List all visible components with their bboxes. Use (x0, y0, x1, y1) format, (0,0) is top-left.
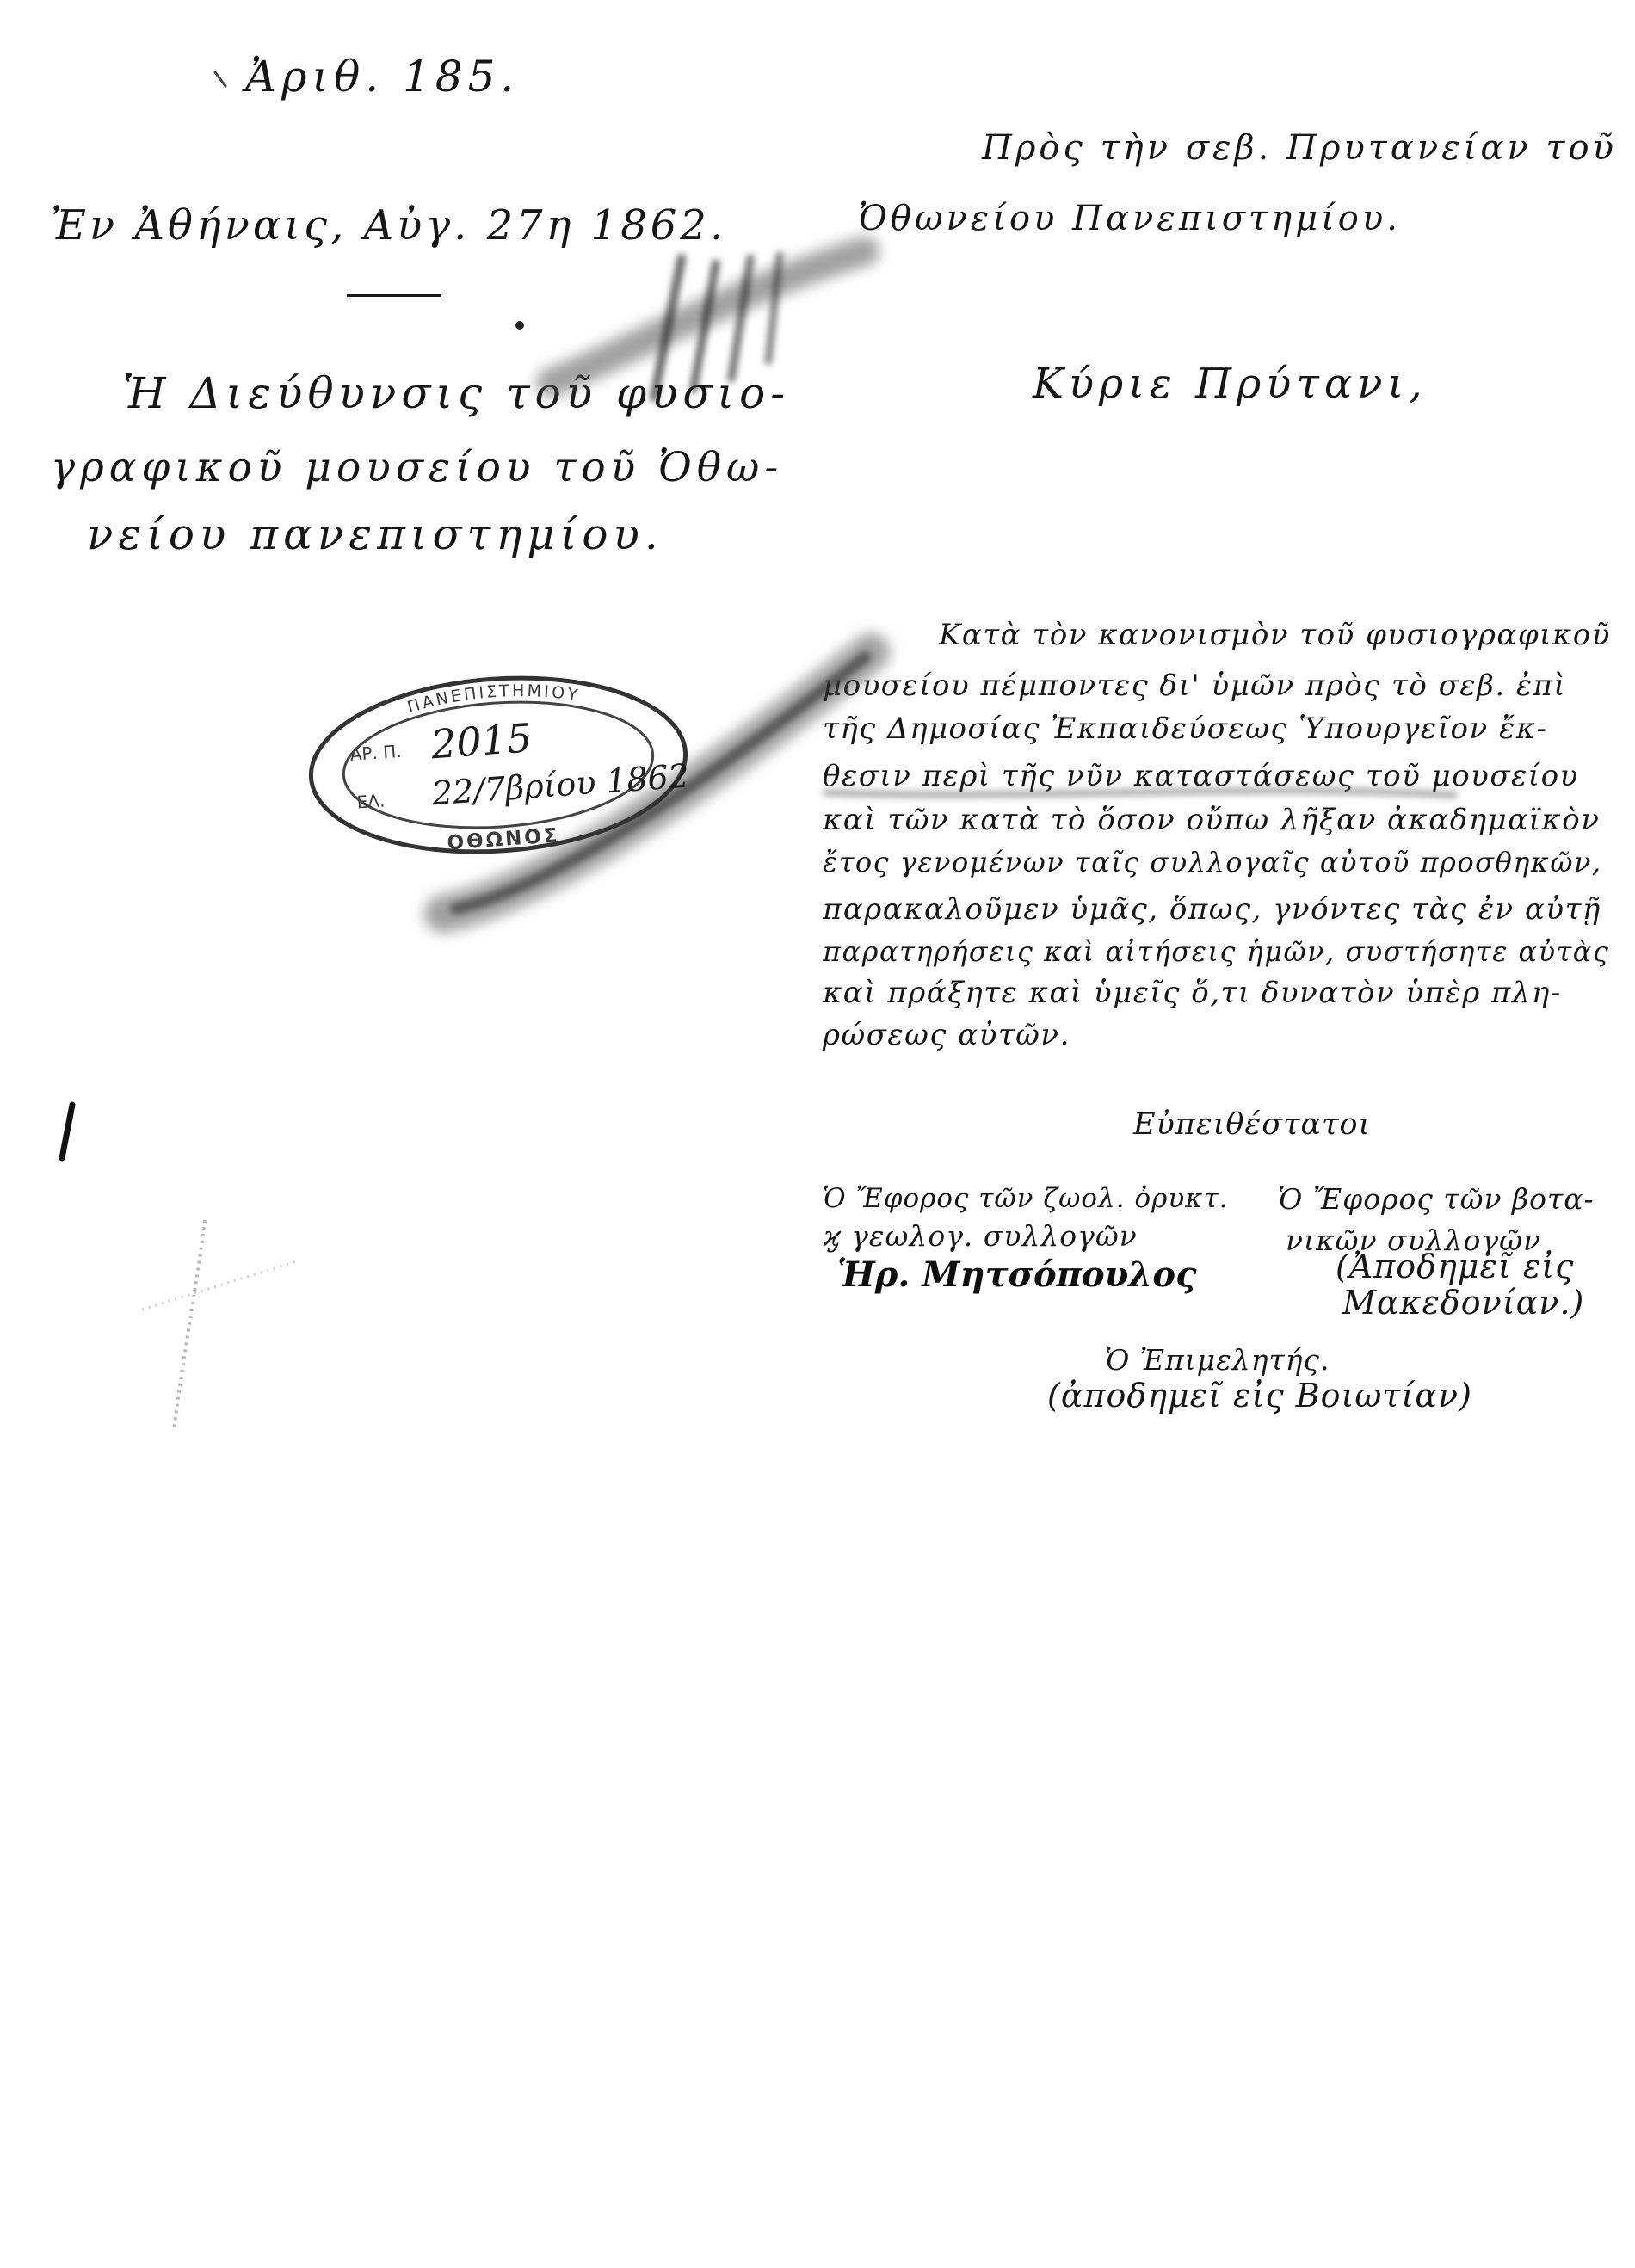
body-line-10: ρώσεως αὐτῶν. (823, 1018, 1070, 1052)
signatory-curator-note: (ἀποδημεῖ εἰς Βοιωτίαν) (1047, 1377, 1472, 1414)
body-line-5: καὶ τῶν κατὰ τὸ ὅσον οὔπω λῆξαν ἀκαδημαϊκὸν (823, 803, 1601, 837)
signatory-botany-title-1: Ὁ Ἔφορος τῶν βοτα- (1278, 1182, 1595, 1216)
signature-zoology: Ἡρ. Μητσόπουλος (837, 1254, 1197, 1295)
body-line-7: παρακαλοῦμεν ὑμᾶς, ὅπως, γνόντες τὰς ἐν αὐτῇ (823, 892, 1601, 927)
stamp-ring-path-text: ΠΑΝΕΠΙΣΤΗΜΙΟΥ (404, 681, 582, 718)
stamp-date-label: ΕΛ. (355, 790, 386, 813)
body-line-3: τῆς Δημοσίας Ἐκπαιδεύσεως Ὑπουργεῖον ἔκ- (823, 712, 1548, 746)
stamp-ring-text (404, 676, 583, 718)
body-line-6: ἔτος γενομένων ταῖς συλλογαῖς αὐτοῦ προσθηκῶν, (823, 846, 1602, 878)
tick-mark (215, 72, 225, 86)
body-line-1: Κατὰ τὸν κανονισμὸν τοῦ φυσιογραφικοῦ (939, 618, 1611, 652)
body-line-4: θεσιν περὶ τῆς νῦν καταστάσεως τοῦ μουσείου (823, 759, 1579, 793)
sender-line-1: Ἡ Διεύθυνσις τοῦ φυσιο- (123, 368, 791, 418)
stamp-number: 2015 (429, 714, 534, 768)
salutation: Κύριε Πρύτανι, (1033, 360, 1428, 408)
signatory-botany-note-2: Μακεδονίαν.) (1342, 1284, 1585, 1322)
closing: Εὐπειθέστατοι (1133, 1107, 1372, 1142)
stamp-bottom-text: ΟΘΩΝΟΣ (446, 824, 561, 855)
addressee-line-1: Πρὸς τὴν σεβ. Πρυτανείαν τοῦ (982, 128, 1617, 168)
sender-line-2: γραφικοῦ μουσείου τοῦ Ὀθω- (51, 444, 784, 491)
signatory-botany-note-1: (Ἀποδημεῖ εἰς (1336, 1248, 1575, 1285)
diagonal-smear (443, 652, 871, 914)
divider-rule (347, 294, 441, 297)
signatory-curator-title: Ὁ Ἐπιμελητής. (1105, 1343, 1330, 1377)
addressee-line-2: Ὀθωνείου Πανεπιστημίου. (859, 199, 1401, 238)
document-number: Ἀριθ. 185. (245, 52, 520, 102)
stamp-number-label: ΑΡ. Π. (349, 740, 403, 765)
signatory-zoology-title-1: Ὁ Ἔφορος τῶν ζωολ. ὀρυκτ. (823, 1183, 1229, 1214)
faint-cross-mark (142, 1220, 297, 1430)
body-line-2: μουσείου πέμποντες δι' ὑμῶν πρὸς τὸ σεβ. ἐπὶ (823, 669, 1567, 703)
place-date: Ἐν Ἀθήναις, Αὐγ. 27η 1862. (51, 201, 727, 250)
stamp-date: 22/7βρίου 1862 (430, 756, 691, 813)
body-line-8: παρατηρήσεις καὶ αἰτήσεις ἡμῶν, συστήσητε αὐτὰς (823, 935, 1610, 968)
margin-mark (62, 1105, 72, 1158)
sender-line-3: νείου πανεπιστημίου. (87, 509, 663, 559)
body-line-9: καὶ πράξητε καὶ ὑμεῖς ὅ,τι δυνατὸν ὑπὲρ πλη- (823, 976, 1562, 1010)
signatory-botany-title-2: νικῶν συλλογῶν (1286, 1223, 1542, 1257)
signatory-zoology-title-2: ϗ γεωλογ. συλλογῶν (823, 1219, 1138, 1253)
receipt-stamp (305, 666, 694, 864)
